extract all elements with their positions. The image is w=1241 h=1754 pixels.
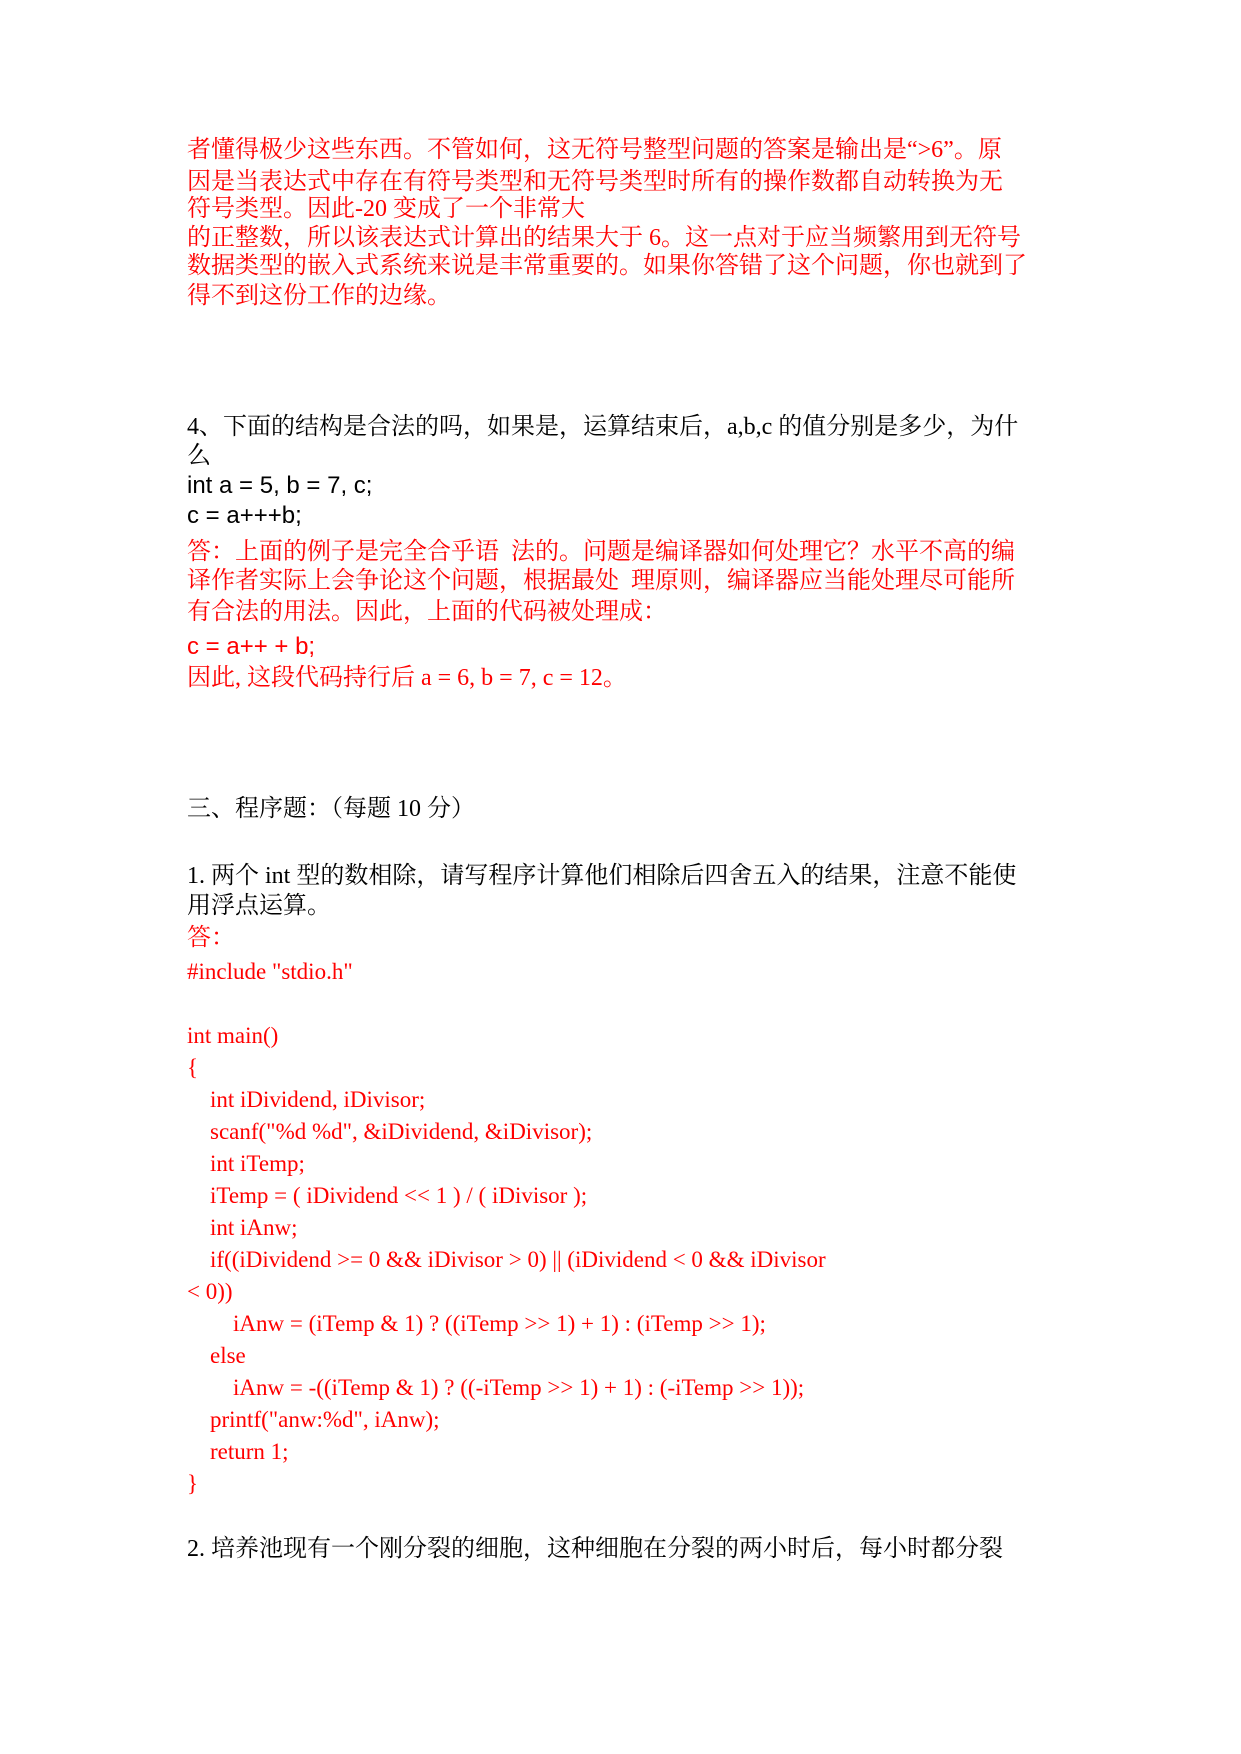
code-line: iTemp = ( iDividend << 1 ) / ( iDivisor );	[187, 1183, 588, 1208]
answer-line: 译作者实际上会争论这个问题，根据最处 理原则，编译器应当能处理尽可能所	[187, 568, 1015, 594]
code-line: scanf("%d %d", &iDividend, &iDivisor);	[187, 1119, 593, 1144]
problem-line: 用浮点运算。	[187, 893, 331, 919]
code-line: return 1;	[187, 1439, 289, 1464]
code-line: int iTemp;	[187, 1151, 305, 1176]
code-line: {	[187, 1055, 199, 1080]
answer-line: 答：上面的例子是完全合乎语 法的。问题是编译器如何处理它？水平不高的编	[187, 539, 1015, 565]
answer-line: 因此, 这段代码持行后 a = 6, b = 7, c = 12。	[187, 665, 627, 691]
code-line: int iAnw;	[187, 1215, 298, 1240]
code-line: }	[187, 1471, 199, 1496]
question-line: 么	[187, 443, 211, 469]
paragraph-line: 者懂得极少这些东西。不管如何，这无符号整型问题的答案是输出是“>6”。原	[187, 137, 1002, 163]
problem-line: 2. 培养池现有一个刚分裂的细胞，这种细胞在分裂的两小时后，每小时都分裂	[187, 1536, 1003, 1562]
code-line: < 0))	[187, 1279, 233, 1304]
paragraph-line: 符号类型。因此-20 变成了一个非常大	[187, 196, 585, 222]
paragraph-line: 因是当表达式中存在有符号类型和无符号类型时所有的操作数都自动转换为无	[187, 169, 1003, 195]
answer-line: c = a++ + b;	[187, 633, 316, 660]
code-line: #include "stdio.h"	[187, 959, 353, 984]
question-line: 4、下面的结构是合法的吗，如果是，运算结束后，a,b,c 的值分别是多少，为什	[187, 414, 1019, 440]
code-line: printf("anw:%d", iAnw);	[187, 1407, 440, 1432]
paragraph-line: 的正整数，所以该表达式计算出的结果大于 6。这一点对于应当频繁用到无符号	[187, 225, 1021, 251]
code-line: int main()	[187, 1023, 279, 1048]
code-line: int a = 5, b = 7, c;	[187, 472, 373, 499]
problem-line: 1. 两个 int 型的数相除，请写程序计算他们相除后四舍五入的结果，注意不能使	[187, 863, 1017, 889]
section-heading: 三、程序题：（每题 10 分）	[187, 796, 475, 822]
code-line: iAnw = -((iTemp & 1) ? ((-iTemp >> 1) + 1) : (-iTemp >> 1));	[187, 1375, 805, 1400]
code-line: int iDividend, iDivisor;	[187, 1087, 426, 1112]
answer-label: 答：	[187, 925, 235, 951]
code-line: if((iDividend >= 0 && iDivisor > 0) || (iDividend < 0 && iDivisor	[187, 1247, 826, 1272]
code-line: else	[187, 1343, 246, 1368]
answer-line: 有合法的用法。因此，上面的代码被处理成：	[187, 599, 667, 625]
code-line: iAnw = (iTemp & 1) ? ((iTemp >> 1) + 1) : (iTemp >> 1);	[187, 1311, 766, 1336]
paragraph-line: 得不到这份工作的边缘。	[187, 283, 451, 309]
paragraph-line: 数据类型的嵌入式系统来说是丰常重要的。如果你答错了这个问题，你也就到了	[187, 253, 1027, 279]
code-line: c = a+++b;	[187, 502, 302, 529]
